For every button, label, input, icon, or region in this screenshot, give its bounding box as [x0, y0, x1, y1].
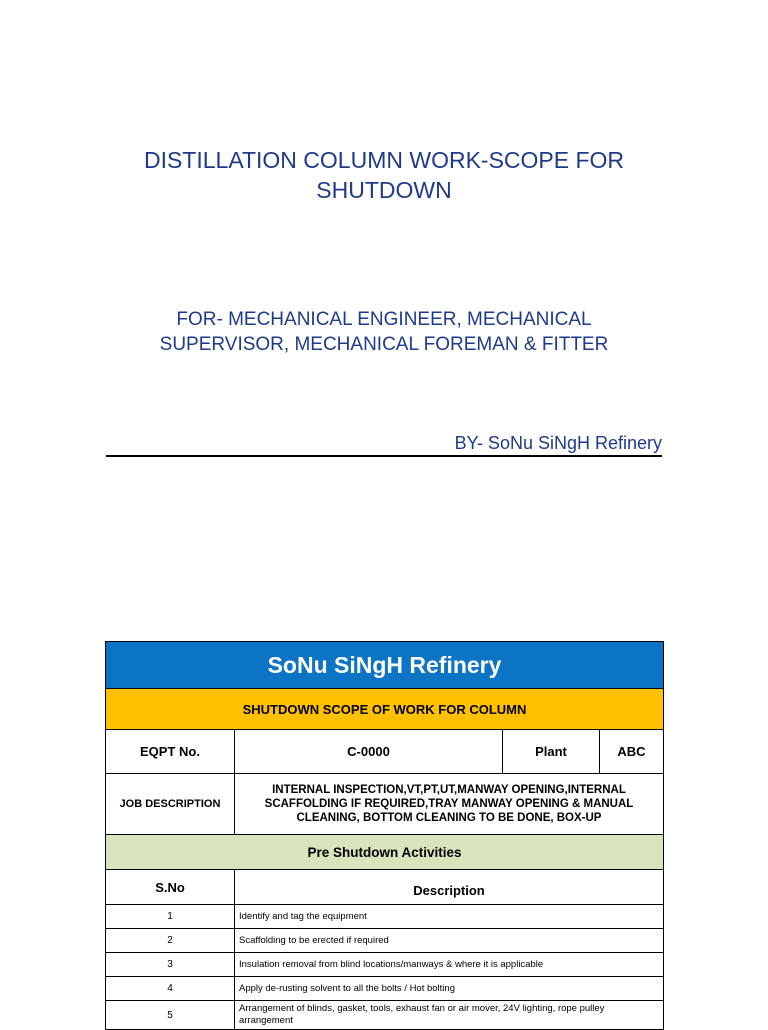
eqpt-value: C-0000: [235, 730, 503, 774]
description-column-header: Description: [235, 870, 664, 905]
sno-column-header: S.No: [106, 870, 235, 905]
table-row: [106, 905, 664, 929]
job-description-text: [235, 774, 664, 835]
author-byline: BY- SoNu SiNgH Refinery: [106, 431, 662, 457]
row-sno: 3: [106, 953, 235, 977]
document-title: [0, 145, 768, 205]
table-row: [106, 1001, 664, 1030]
plant-value: ABC: [600, 730, 664, 774]
row-sno: 5: [106, 1001, 235, 1030]
row-description: Insulation removal from blind locations/manways & where it is applicable: [235, 953, 664, 977]
row-sno: 4: [106, 977, 235, 1001]
title-line-1: DISTILLATION COLUMN WORK-SCOPE FOR: [143, 147, 625, 173]
job-line-1: INTERNAL INSPECTION,VT,PT,UT,MANWAY OPENING,INTERNAL: [272, 784, 626, 796]
title-line-2: SHUTDOWN: [316, 177, 452, 203]
row-description: Scaffolding to be erected if required: [235, 929, 664, 953]
plant-label: Plant: [503, 730, 600, 774]
eqpt-label: EQPT No.: [106, 730, 235, 774]
row-description: Identify and tag the equipment: [235, 905, 664, 929]
table-row: [106, 953, 664, 977]
job-description-label: JOB DESCRIPTION: [106, 774, 235, 835]
subtitle-line-2: SUPERVISOR, MECHANICAL FOREMAN & FITTER: [159, 334, 609, 355]
scope-title: SHUTDOWN SCOPE OF WORK FOR COLUMN: [106, 689, 664, 730]
row-description: Arrangement of blinds, gasket, tools, exhaust fan or air mover, 24V lighting, rope pulley arrangement: [235, 1001, 664, 1030]
job-line-3: CLEANING, BOTTOM CLEANING TO BE DONE, BOX-UP: [296, 812, 602, 824]
subtitle-line-1: FOR- MECHANICAL ENGINEER, MECHANICAL: [176, 309, 592, 330]
table-row: [106, 977, 664, 1001]
row-sno: 2: [106, 929, 235, 953]
job-line-2: SCAFFOLDING IF REQUIRED,TRAY MANWAY OPENING & MANUAL: [264, 798, 634, 810]
table-row: [106, 929, 664, 953]
audience-subtitle: [0, 307, 768, 357]
row-description: Apply de-rusting solvent to all the bolts / Hot bolting: [235, 977, 664, 1001]
scope-of-work-table: [105, 641, 664, 1030]
row-sno: 1: [106, 905, 235, 929]
pre-shutdown-section-header: Pre Shutdown Activities: [106, 835, 664, 870]
refinery-name-header: SoNu SiNgH Refinery: [106, 642, 664, 689]
